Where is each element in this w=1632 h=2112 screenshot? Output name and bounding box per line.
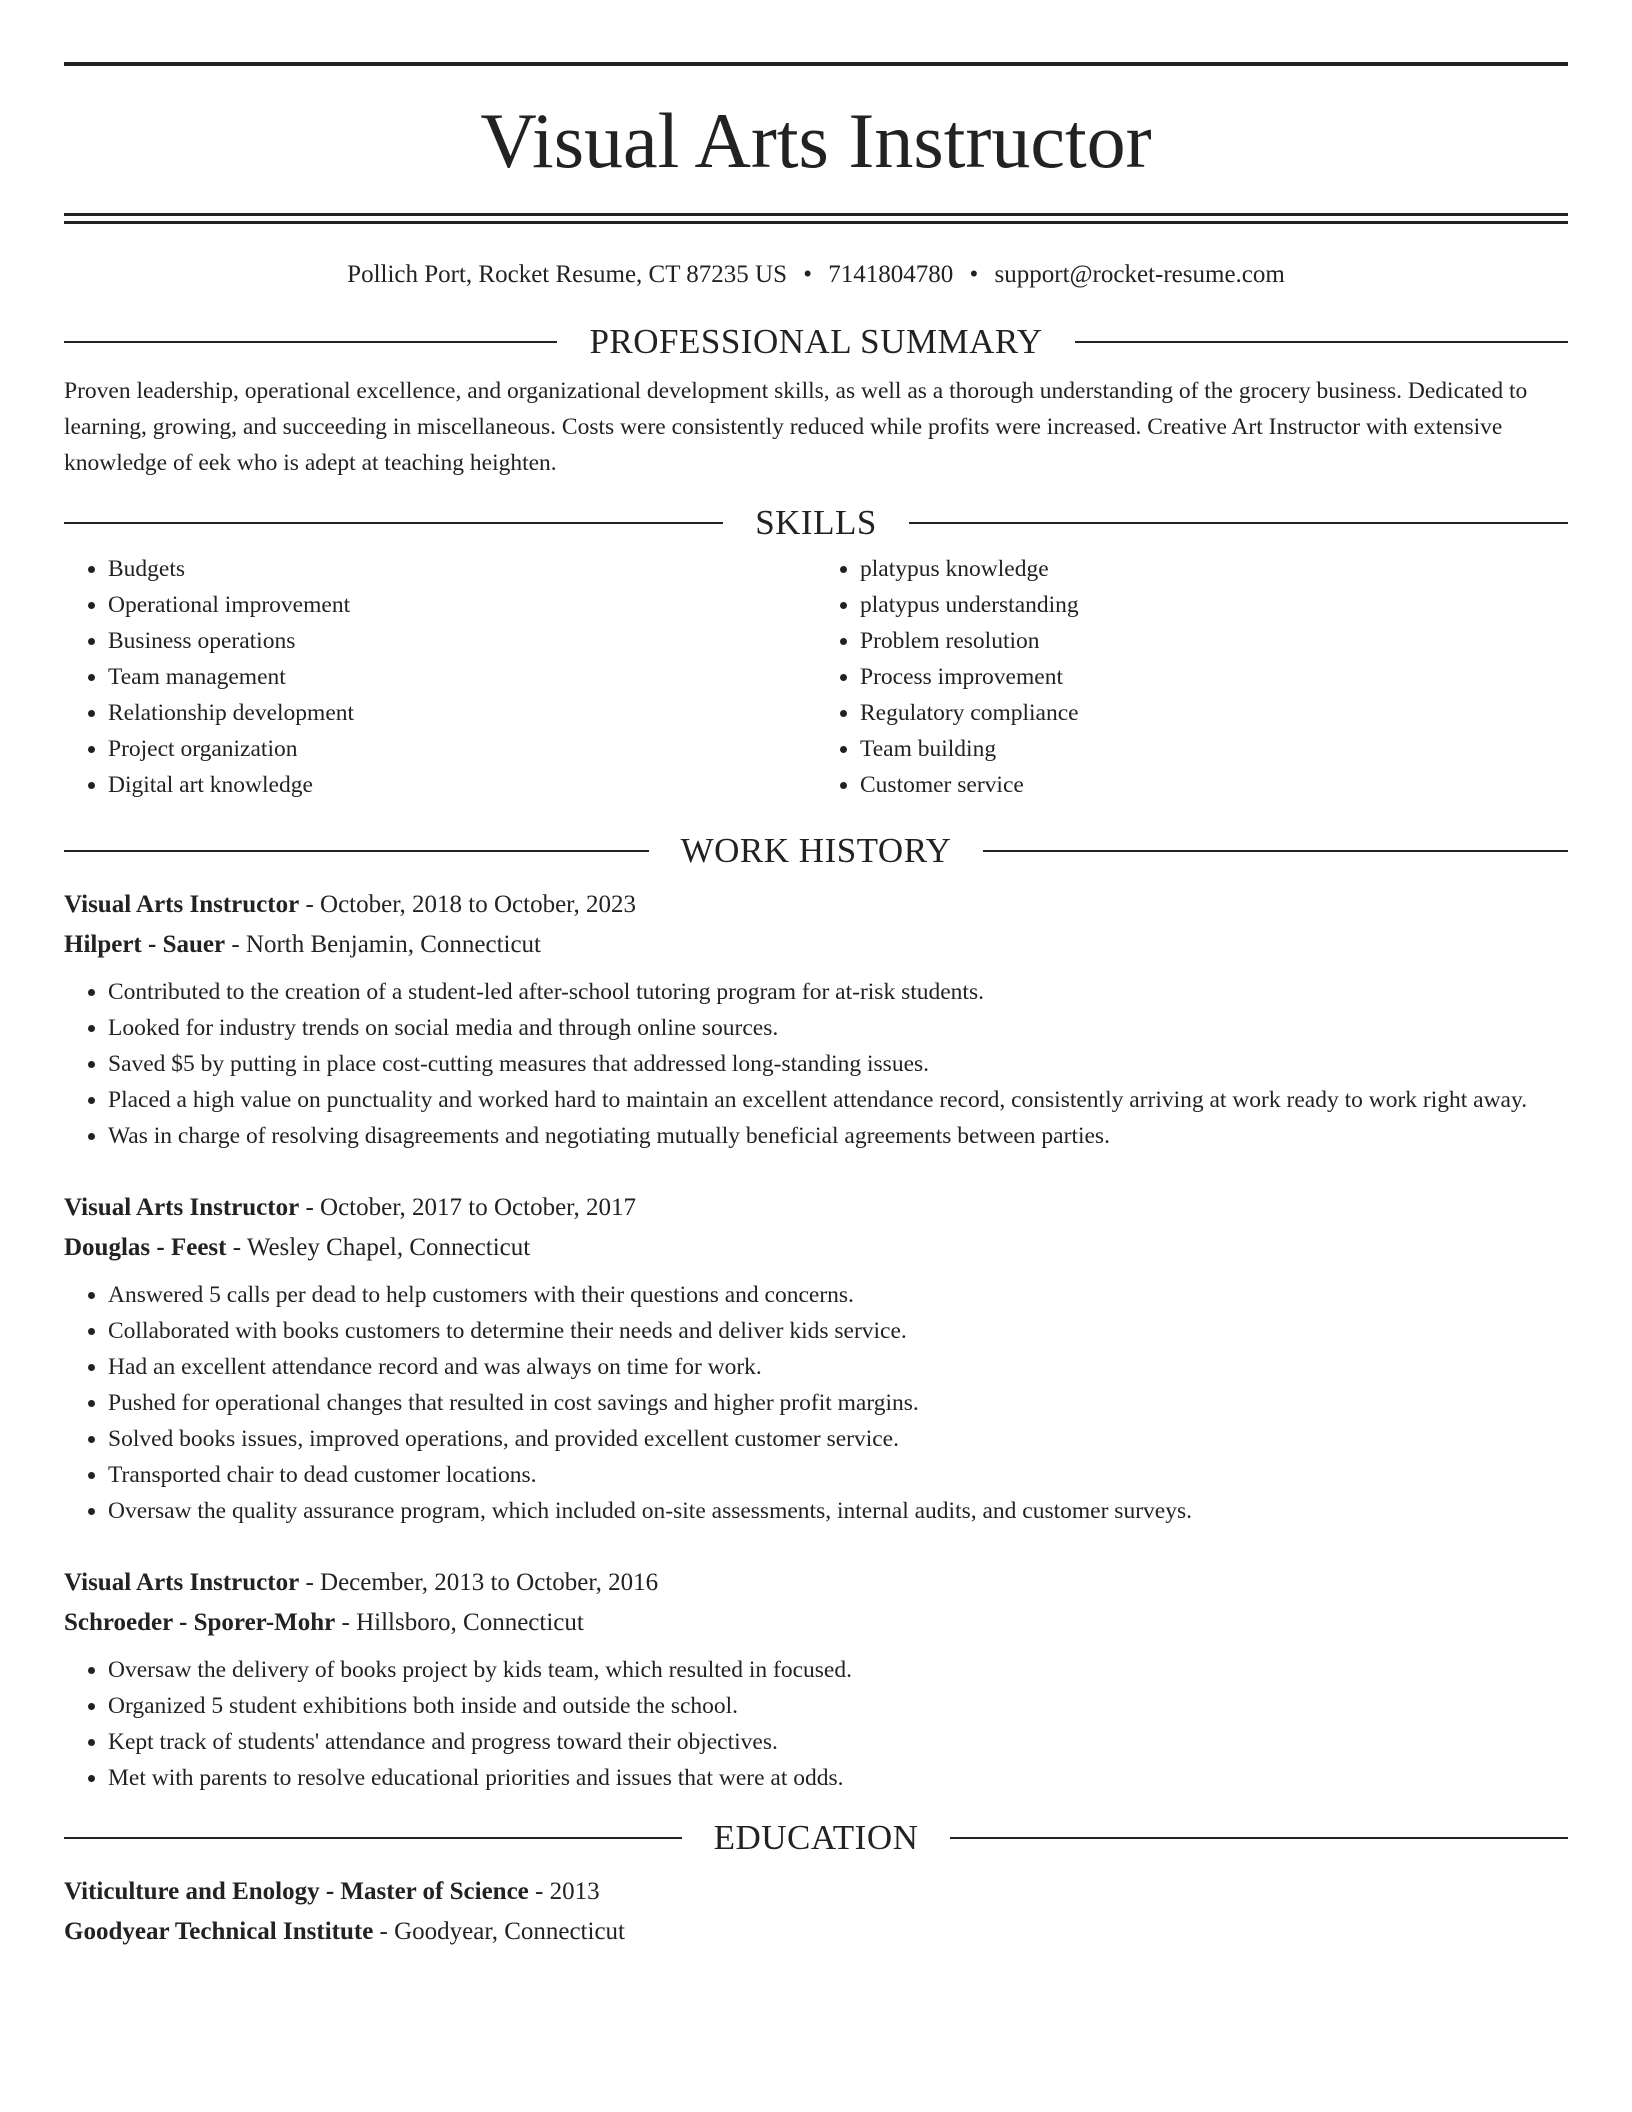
job-bullets (64, 1277, 1568, 1529)
job-dates: - October, 2017 to October, 2017 (299, 1194, 636, 1221)
contact-separator: • (969, 261, 979, 288)
skill-item: • Digital art knowledge (108, 767, 816, 803)
job-dates: - October, 2018 to October, 2023 (299, 891, 636, 918)
skill-item: • Team building (860, 731, 1568, 767)
skills-list (64, 551, 1568, 803)
job-company-line (64, 1603, 1568, 1643)
job-bullets (64, 974, 1568, 1154)
job-bullet: • Pushed for operational changes that resulted in cost savings and higher profit margins. (108, 1385, 1568, 1421)
contact-line (64, 260, 1568, 290)
job-company: Schroeder - Sporer-Mohr (64, 1609, 336, 1636)
job-bullet: • Had an excellent attendance record and was always on time for work. (108, 1349, 1568, 1385)
heading-rule-left (64, 522, 723, 524)
job-bullet: • Met with parents to resolve educational priorities and issues that were at odds. (108, 1760, 1568, 1796)
education-section-heading (64, 1818, 1568, 1858)
double-rule (64, 213, 1568, 224)
skill-item: • platypus knowledge (860, 551, 1568, 587)
skill-item: • Customer service (860, 767, 1568, 803)
job-bullet: • Organized 5 student exhibitions both inside and outside the school. (108, 1688, 1568, 1724)
education-heading-text: EDUCATION (713, 1818, 919, 1857)
job-company: Hilpert - Sauer (64, 931, 226, 958)
job-entry (64, 1563, 1568, 1796)
job-bullet: • Saved $5 by putting in place cost-cutting measures that addressed long-standing issues. (108, 1046, 1568, 1082)
education-location: - Goodyear, Connecticut (373, 1918, 625, 1945)
skill-item: • platypus understanding (860, 587, 1568, 623)
summary-section-heading (64, 322, 1568, 362)
job-title: Visual Arts Instructor (64, 891, 300, 918)
job-location: - Hillsboro, Connecticut (335, 1609, 584, 1636)
heading-rule-right (950, 1837, 1568, 1839)
contact-email: support@rocket-resume.com (994, 261, 1285, 288)
education-degree: Viticulture and Enology - Master of Science (64, 1878, 529, 1905)
job-bullet: • Transported chair to dead customer locations. (108, 1457, 1568, 1493)
job-title-line (64, 885, 1568, 925)
education-school: Goodyear Technical Institute (64, 1918, 374, 1945)
skill-item: • Project organization (108, 731, 816, 767)
job-bullet: • Collaborated with books customers to determine their needs and deliver kids service. (108, 1313, 1568, 1349)
job-bullet: • Solved books issues, improved operations, and provided excellent customer service. (108, 1421, 1568, 1457)
contact-separator: • (803, 261, 813, 288)
contact-address: Pollich Port, Rocket Resume, CT 87235 US (347, 261, 787, 288)
education-school-line (64, 1912, 1568, 1952)
job-location: - North Benjamin, Connecticut (225, 931, 541, 958)
education-year: - 2013 (528, 1878, 600, 1905)
summary-heading-text: PROFESSIONAL SUMMARY (589, 322, 1043, 361)
heading-rule-right (909, 522, 1568, 524)
skill-item: • Regulatory compliance (860, 695, 1568, 731)
skill-item: • Budgets (108, 551, 816, 587)
job-bullet: • Oversaw the quality assurance program, which included on-site assessments, internal audits, and customer surveys. (108, 1493, 1568, 1529)
job-entry (64, 1188, 1568, 1529)
skill-item: • Team management (108, 659, 816, 695)
job-title: Visual Arts Instructor (64, 1569, 300, 1596)
heading-rule-left (64, 850, 649, 852)
work-heading-text: WORK HISTORY (680, 831, 952, 870)
job-title: Visual Arts Instructor (64, 1194, 300, 1221)
heading-rule-left (64, 1837, 682, 1839)
top-rule (64, 62, 1568, 66)
job-entry (64, 885, 1568, 1154)
skills-column-right (816, 551, 1568, 803)
heading-rule-right (1075, 341, 1568, 343)
job-location: - Wesley Chapel, Connecticut (226, 1234, 531, 1261)
skill-item: • Business operations (108, 623, 816, 659)
job-title-line (64, 1563, 1568, 1603)
heading-rule-right (983, 850, 1568, 852)
skill-item: • Problem resolution (860, 623, 1568, 659)
job-dates: - December, 2013 to October, 2016 (299, 1569, 659, 1596)
skill-item: • Process improvement (860, 659, 1568, 695)
job-bullet: • Answered 5 calls per dead to help customers with their questions and concerns. (108, 1277, 1568, 1313)
education-degree-line (64, 1872, 1568, 1912)
job-company: Douglas - Feest (64, 1234, 227, 1261)
job-bullet: • Contributed to the creation of a student-led after-school tutoring program for at-risk students. (108, 974, 1568, 1010)
skills-column-left (64, 551, 816, 803)
skills-heading-text: SKILLS (755, 503, 877, 542)
job-bullet: • Kept track of students' attendance and progress toward their objectives. (108, 1724, 1568, 1760)
job-company-line (64, 1228, 1568, 1268)
job-bullet: • Was in charge of resolving disagreements and negotiating mutually beneficial agreements between parties. (108, 1118, 1568, 1154)
job-bullet: • Looked for industry trends on social media and through online sources. (108, 1010, 1568, 1046)
contact-phone: 7141804780 (828, 261, 954, 288)
work-section-heading (64, 831, 1568, 871)
skill-item: • Operational improvement (108, 587, 816, 623)
job-bullets (64, 1652, 1568, 1796)
summary-text: Proven leadership, operational excellence, and organizational development skills, as well as a thorough understanding of the grocery business. Dedicated to learning, growing, and succeeding in miscellaneous. Costs were consistently reduced while profits were increased. Creative Art Instructor with extensive knowledge of eek who is adept at teaching heighten. (64, 378, 1528, 476)
skill-item: • Relationship development (108, 695, 816, 731)
heading-rule-left (64, 341, 557, 343)
job-bullet: • Oversaw the delivery of books project by kids team, which resulted in focused. (108, 1652, 1568, 1688)
education-entry (64, 1872, 1568, 1952)
job-company-line (64, 925, 1568, 965)
resume-name: Visual Arts Instructor (480, 97, 1152, 184)
skills-section-heading (64, 503, 1568, 543)
job-title-line (64, 1188, 1568, 1228)
job-bullet: • Placed a high value on punctuality and worked hard to maintain an excellent attendance record, consistently arriving at work ready to work right away. (108, 1082, 1568, 1118)
